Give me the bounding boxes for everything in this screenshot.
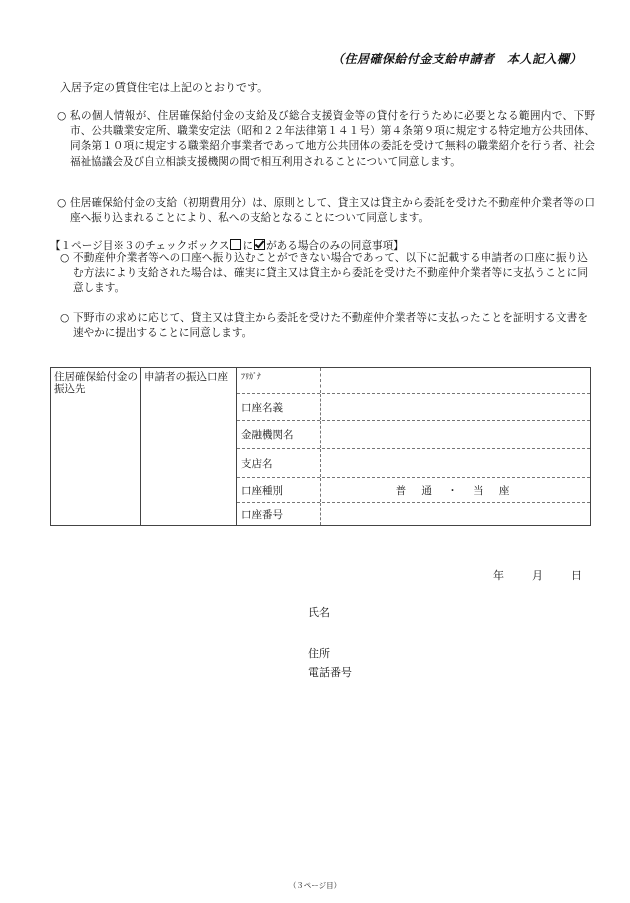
bank-name-label: 金融機関名 [237,421,321,448]
row-furigana [237,368,590,394]
page-number: （３ページ目） [288,881,342,890]
account-number-label: 口座番号 [237,503,321,525]
consent-bullet: ○ [60,252,70,264]
row-account-holder [237,394,590,421]
consent-text: 下野市の求めに応じて、貸主又は貸主から委託を受けた不動産仲介業者等に支払ったことを証明する文書を速やかに提出することに同意します。 [73,312,588,340]
consent-text: 不動産仲介業者等への口座へ振り込むことができない場合であって、以下に記載する申請者の口座に振り込む方法により支給された場合は、確実に貸主又は貸主から委託を受けた不動産仲介業者等に支払うことに同意します。 [73,252,588,295]
conditional-heading-middle: に [242,240,254,252]
account-holder-label: 口座名義 [237,394,321,420]
account-type-label: 口座種別 [237,478,321,502]
bank-name-field[interactable] [321,421,590,448]
furigana-field[interactable] [321,368,590,393]
conditional-heading-suffix: がある場合のみの同意事項】 [266,240,404,252]
consent-bullet: ○ [57,197,67,209]
consent-direct-transfer [60,251,588,297]
consent-personal-info [57,109,595,170]
bank-account-table [50,367,591,526]
row-account-type [237,478,590,503]
empty-checkbox-icon [230,239,241,250]
consent-bullet: ○ [57,110,67,122]
row-account-number [237,503,590,525]
consent-text: 住居確保給付金の支給（初期費用分）は、原則として、貸主又は貸主から委託を受けた不動産仲介業者等の口座へ振り込まれることにより、私への支給となることについて同意します。 [70,197,595,225]
intro-text: 入居予定の賃貸住宅は上記のとおりです。 [60,81,269,94]
section-title: （住居確保給付金支給申請者 本人記入欄） [331,52,582,66]
date-line [493,567,582,583]
checked-checkbox-icon [254,239,265,250]
row-branch-name [237,449,590,478]
furigana-label: ﾌﾘｶﾞﾅ [237,368,321,393]
account-holder-field[interactable] [321,394,590,420]
date-day: 日 [571,569,582,582]
bank-rows [237,368,590,525]
date-year: 年 [493,569,504,582]
applicant-account-label: 申請者の振込口座 [141,368,237,525]
date-month: 月 [532,569,543,582]
branch-name-field[interactable] [321,449,590,477]
name-label: 氏名 [308,606,330,619]
conditional-heading-prefix: 【１ページ目※３のチェックボックス [50,240,230,252]
destination-label: 住居確保給付金の振込先 [51,368,141,525]
account-number-field[interactable] [321,503,590,525]
branch-name-label: 支店名 [237,449,321,477]
consent-proof-of-payment [60,311,588,341]
account-type-options[interactable]: 普 通 ・ 当 座 [395,484,516,497]
consent-bullet: ○ [60,312,70,324]
row-bank-name [237,421,590,449]
consent-text: 私の個人情報が、住居確保給付金の支給及び総合支援資金等の貸付を行うために必要となる範囲内で、下野市、公共職業安定所、職業安定法（昭和２２年法律第１４１号）第４条第９項に規定する特定地方公共団体、同条第１０項に規定する職業紹介事業者であって地方公共団体の委託を受けて無料の職業紹介を行う者、社会福祉協議会及び自立相談支援機関の間で相互利用されることについて同意します。 [70,110,595,168]
phone-label: 電話番号 [308,666,352,679]
consent-payment [57,196,595,226]
address-label: 住所 [308,647,330,660]
